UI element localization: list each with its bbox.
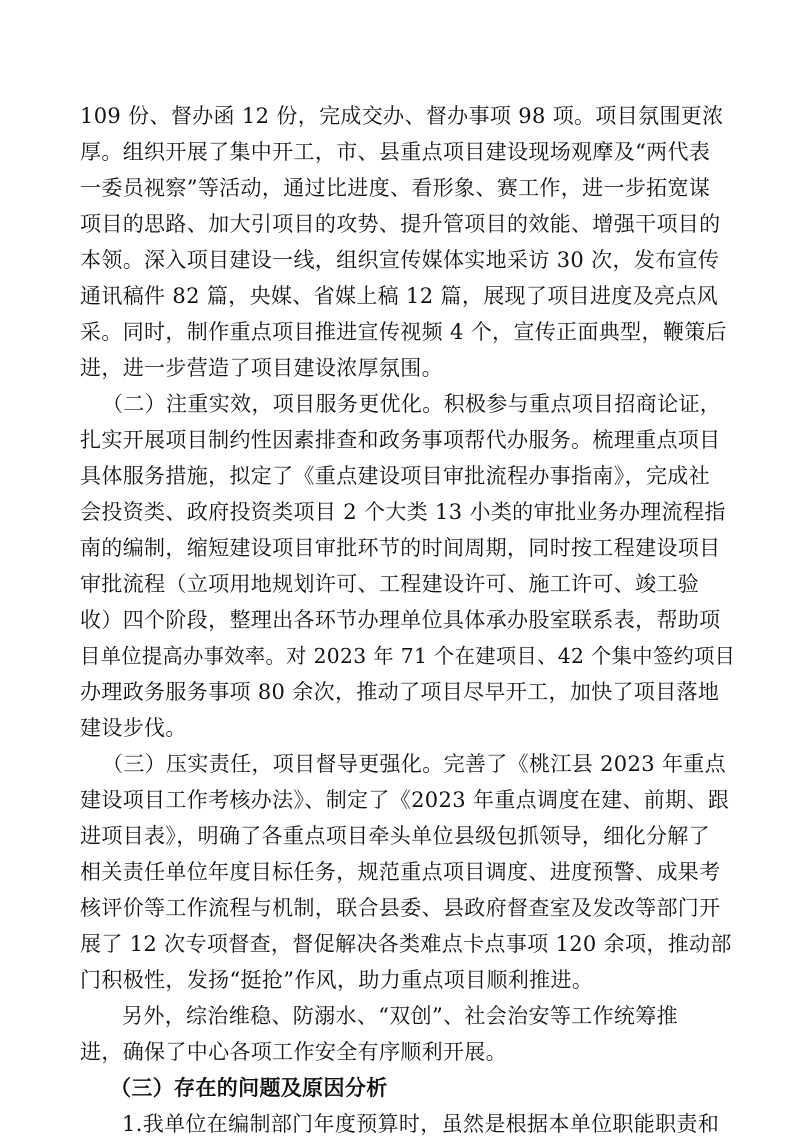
text-line: 收）四个阶段，整理出各环节办理单位具体承办股室联系表，帮助项: [80, 608, 721, 632]
text-line: 项目的思路、加大引项目的攻势、提升管项目的效能、增强干项目的: [80, 212, 721, 236]
text-line: 办理政务服务事项 80 余次，推动了项目尽早开工，加快了项目落地: [80, 680, 720, 704]
text-line: 进，确保了中心各项工作安全有序顺利开展。: [80, 1040, 507, 1064]
text-line: 进项目表》，明确了各重点项目牵头单位县级包抓领导，细化分解了: [80, 824, 710, 848]
paragraph-first-line: （三）压实责任，项目督导更强化。完善了《桃江县 2023 年重点: [102, 752, 726, 776]
text-line: 目单位提高办事效率。对 2023 年 71 个在建项目、42 个集中签约项目: [80, 644, 736, 668]
text-line: 采。同时，制作重点项目推进宣传视频 4 个，宣传正面典型，鞭策后: [80, 320, 727, 344]
text-line: 展了 12 次专项督查，督促解决各类难点卡点事项 120 余项，推动部: [80, 932, 732, 956]
paragraph-first-line: 另外，综治维稳、防溺水、“双创”、社会治安等工作统筹推: [122, 1004, 678, 1028]
section-heading: （三）存在的问题及原因分析: [110, 1076, 388, 1100]
text-line: 具体服务措施，拟定了《重点建设项目审批流程办事指南》，完成社: [80, 464, 710, 488]
text-line: 通讯稿件 82 篇，央媒、省媒上稿 12 篇，展现了项目进度及亮点风: [80, 284, 719, 308]
text-line: 建设项目工作考核办法》、制定了《2023 年重点调度在建、前期、跟: [80, 788, 730, 812]
text-line: 扎实开展项目制约性因素排查和政务事项帮代办服务。梳理重点项目: [80, 428, 721, 452]
text-line: 南的编制，缩短建设项目审批环节的时间周期，同时按工程建设项目: [80, 536, 721, 560]
text-line: 会投资类、政府投资类项目 2 个大类 13 小类的审批业务办理流程指: [80, 500, 726, 524]
text-line: 门积极性，发扬“挺抢”作风，助力重点项目顺利推进。: [80, 968, 594, 992]
text-line: 审批流程（立项用地规划许可、工程建设许可、施工许可、竣工验: [80, 572, 700, 596]
text-line: 相关责任单位年度目标任务，规范重点项目调度、进度预警、成果考: [80, 860, 721, 884]
text-line: 厚。组织开展了集中开工，市、县重点项目建设现场观摩及“两代表: [80, 140, 711, 164]
paragraph-first-line: 1.我单位在编制部门年度预算时，虽然是根据本单位职能职责和: [122, 1112, 720, 1136]
text-line: 核评价等工作流程与机制，联合县委、县政府督查室及发改等部门开: [80, 896, 721, 920]
text-line: 109 份、督办函 12 份，完成交办、督办事项 98 项。项目氛围更浓: [80, 104, 724, 128]
text-line: 进，进一步营造了项目建设浓厚氛围。: [80, 356, 443, 380]
text-line: 建设步伐。: [80, 716, 187, 740]
text-line: 本领。深入项目建设一线，组织宣传媒体实地采访 30 次，发布宣传: [80, 248, 720, 272]
paragraph-first-line: （二）注重实效，项目服务更优化。积极参与重点项目招商论证，: [102, 392, 722, 416]
text-line: 一委员视察”等活动，通过比进度、看形象、赛工作，进一步拓宽谋: [80, 176, 711, 200]
